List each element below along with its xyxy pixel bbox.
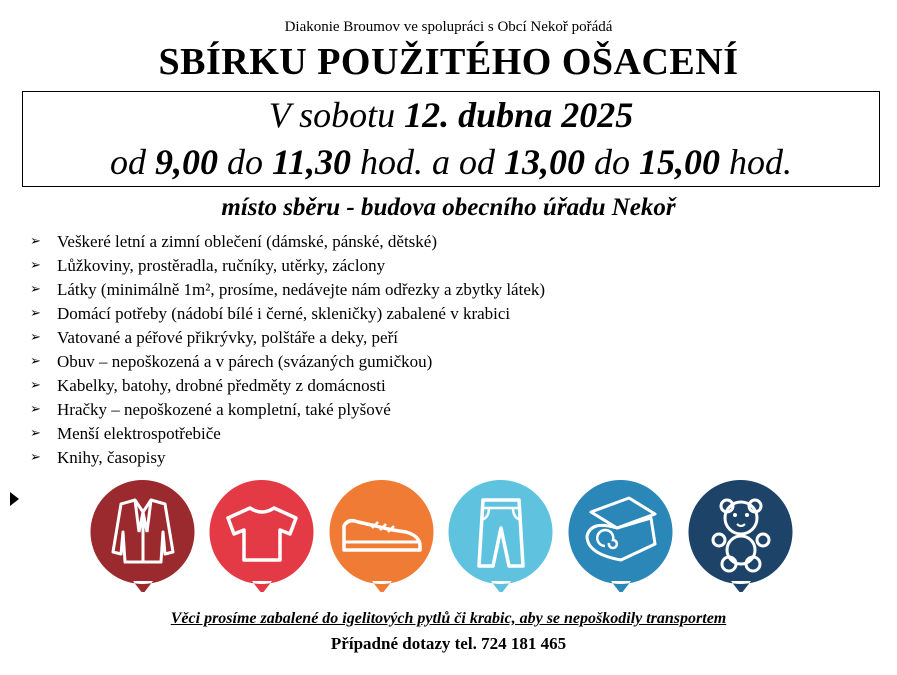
time-line [22,141,880,183]
arrow-bullet-icon: ➢ [30,234,41,249]
time-mid: hod. a od [351,142,504,182]
arrow-bullet-icon: ➢ [30,378,41,393]
donation-icons [86,480,798,592]
list-item-text: Látky (minimálně 1m², prosíme, nedávejte nám odřezky a zbytky látek) [57,280,546,299]
date-prefix: V sobotu [268,95,405,135]
teddy-bear-icon [689,480,793,592]
list-item-text: Vatované a péřové přikrývky, polštáře a deky, peří [57,328,398,347]
list-item-text: Menší elektrospotřebiče [57,424,221,443]
list-item [30,350,545,374]
poster-title: SBÍRKU POUŽITÉHO OŠACENÍ [158,41,739,83]
list-item-text: Domácí potřeby (nádobí bílé i černé, skleničky) zabalené v krabici [57,304,511,323]
list-item [30,374,545,398]
time-to2-label: do [585,142,639,182]
trousers-icon [449,480,553,592]
list-item-text: Veškeré letní a zimní oblečení (dámské, pánské, dětské) [57,232,438,251]
time-from1: 9,00 [154,142,218,182]
time-to1: 11,30 [271,142,351,182]
list-item [30,398,545,422]
arrow-bullet-icon: ➢ [30,402,41,417]
arrow-bullet-icon: ➢ [30,450,41,465]
arrow-bullet-icon: ➢ [30,282,41,297]
arrow-bullet-icon: ➢ [30,426,41,441]
arrow-bullet-icon: ➢ [30,354,41,369]
list-item [30,326,545,350]
collection-place: místo sběru - budova obecního úřadu Nekoř [221,194,676,221]
tshirt-icon [210,480,314,592]
date-line [22,94,880,136]
arrow-bullet-icon: ➢ [30,330,41,345]
list-item-text: Obuv – nepoškozená a v párech (svázaných gumičkou) [57,352,433,371]
list-item-text: Kabelky, batohy, drobné předměty z domácnosti [57,376,386,395]
packing-note: Věci prosíme zabalené do igelitových pytlů či krabic, aby se nepoškodily transportem [170,610,727,627]
date-day: 12. dubna 2025 [404,95,634,135]
arrow-bullet-icon: ➢ [30,258,41,273]
organizer-line: Diakonie Broumov ve spolupráci s Obcí Nekoř pořádá [284,19,613,35]
list-item [30,422,545,446]
list-item [30,302,545,326]
jacket-icon [91,480,195,592]
time-to2: 15,00 [639,142,720,182]
list-item [30,230,545,254]
time-from2: 13,00 [504,142,585,182]
section-marker-icon [10,492,19,506]
items-list [30,230,545,470]
list-item [30,254,545,278]
arrow-bullet-icon: ➢ [30,306,41,321]
shoe-icon [330,480,434,592]
towels-icon [569,480,673,592]
time-from1-label: od [109,142,155,182]
list-item-text: Lůžkoviny, prostěradla, ručníky, utěrky, záclony [57,256,386,275]
list-item-text: Hračky – nepoškozené a kompletní, také plyšové [57,400,391,419]
list-item [30,278,545,302]
list-item [30,446,545,470]
time-to1-label: do [217,142,272,182]
time-suffix: hod. [720,142,792,182]
contact-phone: Případné dotazy tel. 724 181 465 [330,634,567,653]
list-item-text: Knihy, časopisy [57,448,166,467]
